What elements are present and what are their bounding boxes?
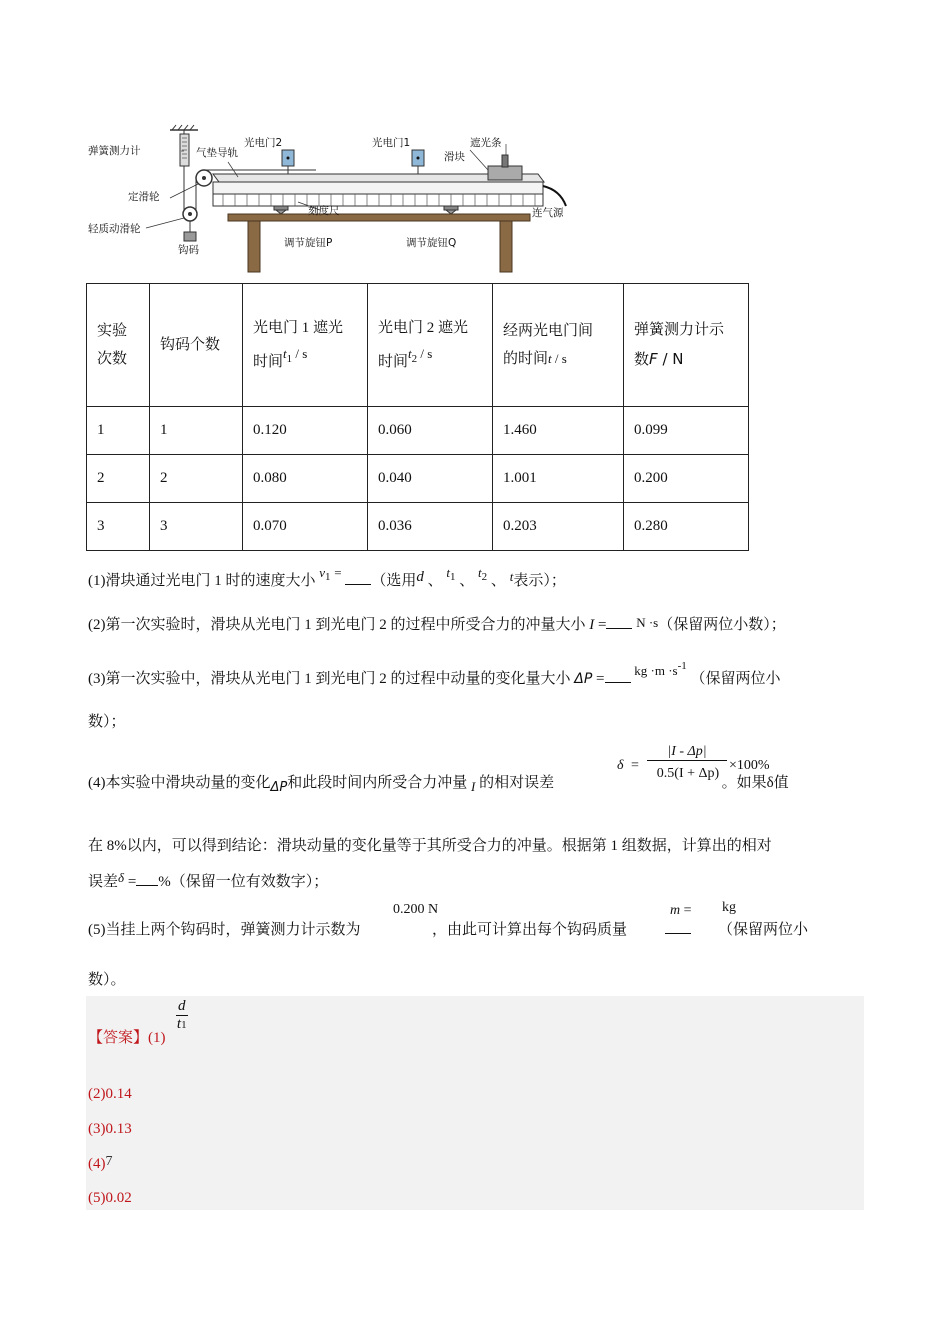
answer-blank <box>136 884 158 886</box>
math-var: t <box>478 565 482 580</box>
fraction <box>176 998 188 1033</box>
table-row <box>87 455 749 503</box>
math-eq: = <box>598 617 607 633</box>
answer-4 <box>88 1154 113 1173</box>
question-text: ，由此可计算出每个钩码质量 <box>432 922 628 938</box>
math-var: ΔP <box>574 671 593 687</box>
header-text: 经两光电门间 <box>503 322 594 339</box>
table-cell: 0.203 <box>493 503 624 551</box>
force-value: 0.200 N <box>393 902 439 917</box>
question-text: (1)滑块通过光电门 1 时的速度大小 <box>88 573 316 589</box>
math-var: I <box>589 617 595 633</box>
label-gate1: 光电门1 <box>372 137 411 149</box>
math-eq: = <box>127 874 137 890</box>
table-cell: 0.036 <box>368 503 493 551</box>
math-sub: 2 <box>481 571 488 583</box>
ceiling-mount <box>170 125 198 130</box>
math-var: δ <box>118 870 125 885</box>
mass-label <box>670 903 692 919</box>
math-unit: kg ·m ·s <box>634 663 678 678</box>
answer-3: (3)0.13 <box>88 1121 132 1137</box>
question-text: 在 8%以内，可以得到结论：滑块动量的变化量等于其所受合力的冲量。根据第 1 组数据，计算出的相对 <box>88 838 772 854</box>
label-shade: 遮光条 <box>470 137 502 149</box>
header-text: 光电门 2 遮光 <box>378 319 469 336</box>
header-var: t <box>548 351 552 366</box>
math-var: t <box>446 565 451 580</box>
table-cell: 3 <box>150 503 243 551</box>
header-text: 实验 <box>97 322 128 339</box>
question-5 <box>88 918 808 939</box>
header-unit: / s <box>295 346 308 361</box>
label-air-source: 连气源 <box>532 207 564 219</box>
spring-scale <box>180 130 189 212</box>
table-cell: 2 <box>87 455 150 503</box>
header-text: 的时间 <box>503 351 549 367</box>
header-gate2-time <box>368 284 493 407</box>
header-var: t <box>408 346 412 361</box>
header-gate1-time <box>243 284 368 407</box>
question-text: （保留两位小 <box>718 922 809 938</box>
knob-q <box>444 206 458 214</box>
answer-1-fraction <box>176 998 188 1033</box>
question-text: 数）。 <box>88 972 126 988</box>
math-exp: -1 <box>677 660 687 672</box>
header-text: 钩码个数 <box>160 336 221 353</box>
table-row <box>87 407 749 455</box>
math-eq: = <box>596 671 605 687</box>
knob-p <box>274 206 288 214</box>
header-text: 弹簧测力计示 <box>634 322 725 338</box>
answer-tag: 【答案】 <box>88 1030 149 1046</box>
wooden-table <box>228 214 530 272</box>
formula-denominator: 0.5(I + Δp) <box>656 766 720 781</box>
label-fixed-pulley: 定滑轮 <box>128 191 160 203</box>
question-4-cont-2 <box>88 870 328 891</box>
table-cell: 1.001 <box>493 455 624 503</box>
table-cell: 1 <box>150 407 243 455</box>
table-cell: 0.099 <box>624 407 749 455</box>
question-text: 和此段时间内所受合力冲量 <box>287 775 468 791</box>
math-var: m <box>670 903 681 918</box>
question-text: (4)本实验中滑块动量的变化 <box>88 775 271 791</box>
header-sub: 1 <box>286 353 293 365</box>
answer-1 <box>88 1026 166 1047</box>
header-text: 数 <box>634 351 650 368</box>
header-unit: / s <box>554 351 567 366</box>
math-sub: 1 <box>450 571 456 583</box>
header-unit: / s <box>420 346 433 361</box>
answer-box <box>86 996 864 1210</box>
question-text: 表示）； <box>513 573 566 589</box>
math-var: t <box>509 569 514 584</box>
question-text: (5)当挂上两个钩码时，弹簧测力计示数为 <box>88 922 361 938</box>
separator: 、 <box>459 573 475 589</box>
math-var: t <box>176 1016 182 1032</box>
header-sub: 2 <box>411 353 418 365</box>
question-text: （保留两位小数）； <box>658 617 786 633</box>
label-knob-p: 调节旋钮P <box>284 237 333 249</box>
question-text: (2)第一次实验时，滑块从光电门 1 到光电门 2 的过程中所受合力的冲量大小 <box>88 617 586 633</box>
math-unit: N ·s <box>636 615 659 630</box>
math-var: δ <box>617 758 624 773</box>
separator: 、 <box>490 573 506 589</box>
table-cell: 0.060 <box>368 407 493 455</box>
answer-blank <box>345 583 371 585</box>
question-3-cont <box>88 710 126 731</box>
fraction-denominator <box>176 1016 188 1033</box>
header-unit: / N <box>662 349 684 368</box>
header-trial <box>87 284 150 407</box>
label-air-track: 气垫导轨 <box>196 147 238 159</box>
math-eq: = <box>334 565 342 580</box>
table-cell: 1.460 <box>493 407 624 455</box>
label-slider: 滑块 <box>444 151 465 163</box>
header-text: 时间 <box>378 354 409 370</box>
table-cell: 0.080 <box>243 455 368 503</box>
header-force <box>624 284 749 407</box>
header-text: 光电门 1 遮光 <box>253 319 344 336</box>
header-var: F <box>649 349 658 368</box>
header-text: 时间 <box>253 354 284 370</box>
header-between-time <box>493 284 624 407</box>
answer-5: (5)0.02 <box>88 1190 132 1206</box>
answer-number: (4) <box>88 1156 106 1172</box>
formula-percent: ×100% <box>729 758 770 773</box>
movable-pulley <box>183 207 197 241</box>
answer-blank <box>665 932 691 934</box>
apparatus-diagram <box>88 122 588 278</box>
math-sub: 1 <box>325 571 331 583</box>
data-table <box>86 283 749 551</box>
table-cell: 1 <box>87 407 150 455</box>
answer-value: 7 <box>105 1154 113 1169</box>
question-1 <box>88 565 566 590</box>
question-text: %（保留一位有效数字）； <box>158 874 329 890</box>
answer-blank <box>606 627 632 629</box>
photogate-1 <box>412 150 424 174</box>
label-knob-q: 调节旋钮Q <box>406 237 457 249</box>
label-movable-pulley: 轻质动滑轮 <box>88 223 141 235</box>
math-var: I <box>471 779 476 794</box>
answer-blank <box>605 681 631 683</box>
table-cell: 0.120 <box>243 407 368 455</box>
math-var: v <box>319 565 326 580</box>
table-cell: 3 <box>87 503 150 551</box>
question-2 <box>88 613 786 634</box>
table-row <box>87 503 749 551</box>
question-text: 的相对误差 <box>479 775 555 791</box>
question-text: （保留两位小 <box>690 671 781 687</box>
answer-2: (2)0.14 <box>88 1086 132 1102</box>
math-eq: = <box>683 903 692 918</box>
table-cell: 0.070 <box>243 503 368 551</box>
question-3 <box>88 660 781 688</box>
label-gate2: 光电门2 <box>244 137 283 149</box>
fraction-numerator: d <box>178 998 186 1014</box>
label-hook-weight: 钩码 <box>178 244 199 256</box>
question-text: 。如果δ值 <box>721 775 789 791</box>
label-ruler: 刻度尺 <box>308 205 340 217</box>
separator: 、 <box>427 573 443 589</box>
table-cell: 0.280 <box>624 503 749 551</box>
question-4-cont <box>88 834 772 855</box>
math-var: d <box>416 569 424 585</box>
question-text: 数）； <box>88 714 126 730</box>
question-text: （选用 <box>371 573 417 589</box>
table-header-row <box>87 284 749 407</box>
question-text: 误差 <box>88 874 119 890</box>
math-var: ΔP <box>270 780 288 795</box>
math-sub: 1 <box>181 1019 187 1031</box>
math-eq: = <box>631 758 639 773</box>
air-hose <box>543 186 566 206</box>
header-text: 次数 <box>97 351 128 367</box>
question-text: (3)第一次实验中，滑块从光电门 1 到光电门 2 的过程中动量的变化量大小 <box>88 671 571 687</box>
mass-unit: kg <box>722 900 736 915</box>
label-spring-scale: 弹簧测力计 <box>88 145 141 157</box>
question-5-cont <box>88 968 126 989</box>
table-cell: 0.040 <box>368 455 493 503</box>
table-cell: 0.200 <box>624 455 749 503</box>
answer-number: (1) <box>148 1030 166 1046</box>
header-weights <box>150 284 243 407</box>
table-cell: 2 <box>150 455 243 503</box>
formula-numerator: |I - Δp| <box>647 744 727 761</box>
header-var: t <box>283 346 287 361</box>
